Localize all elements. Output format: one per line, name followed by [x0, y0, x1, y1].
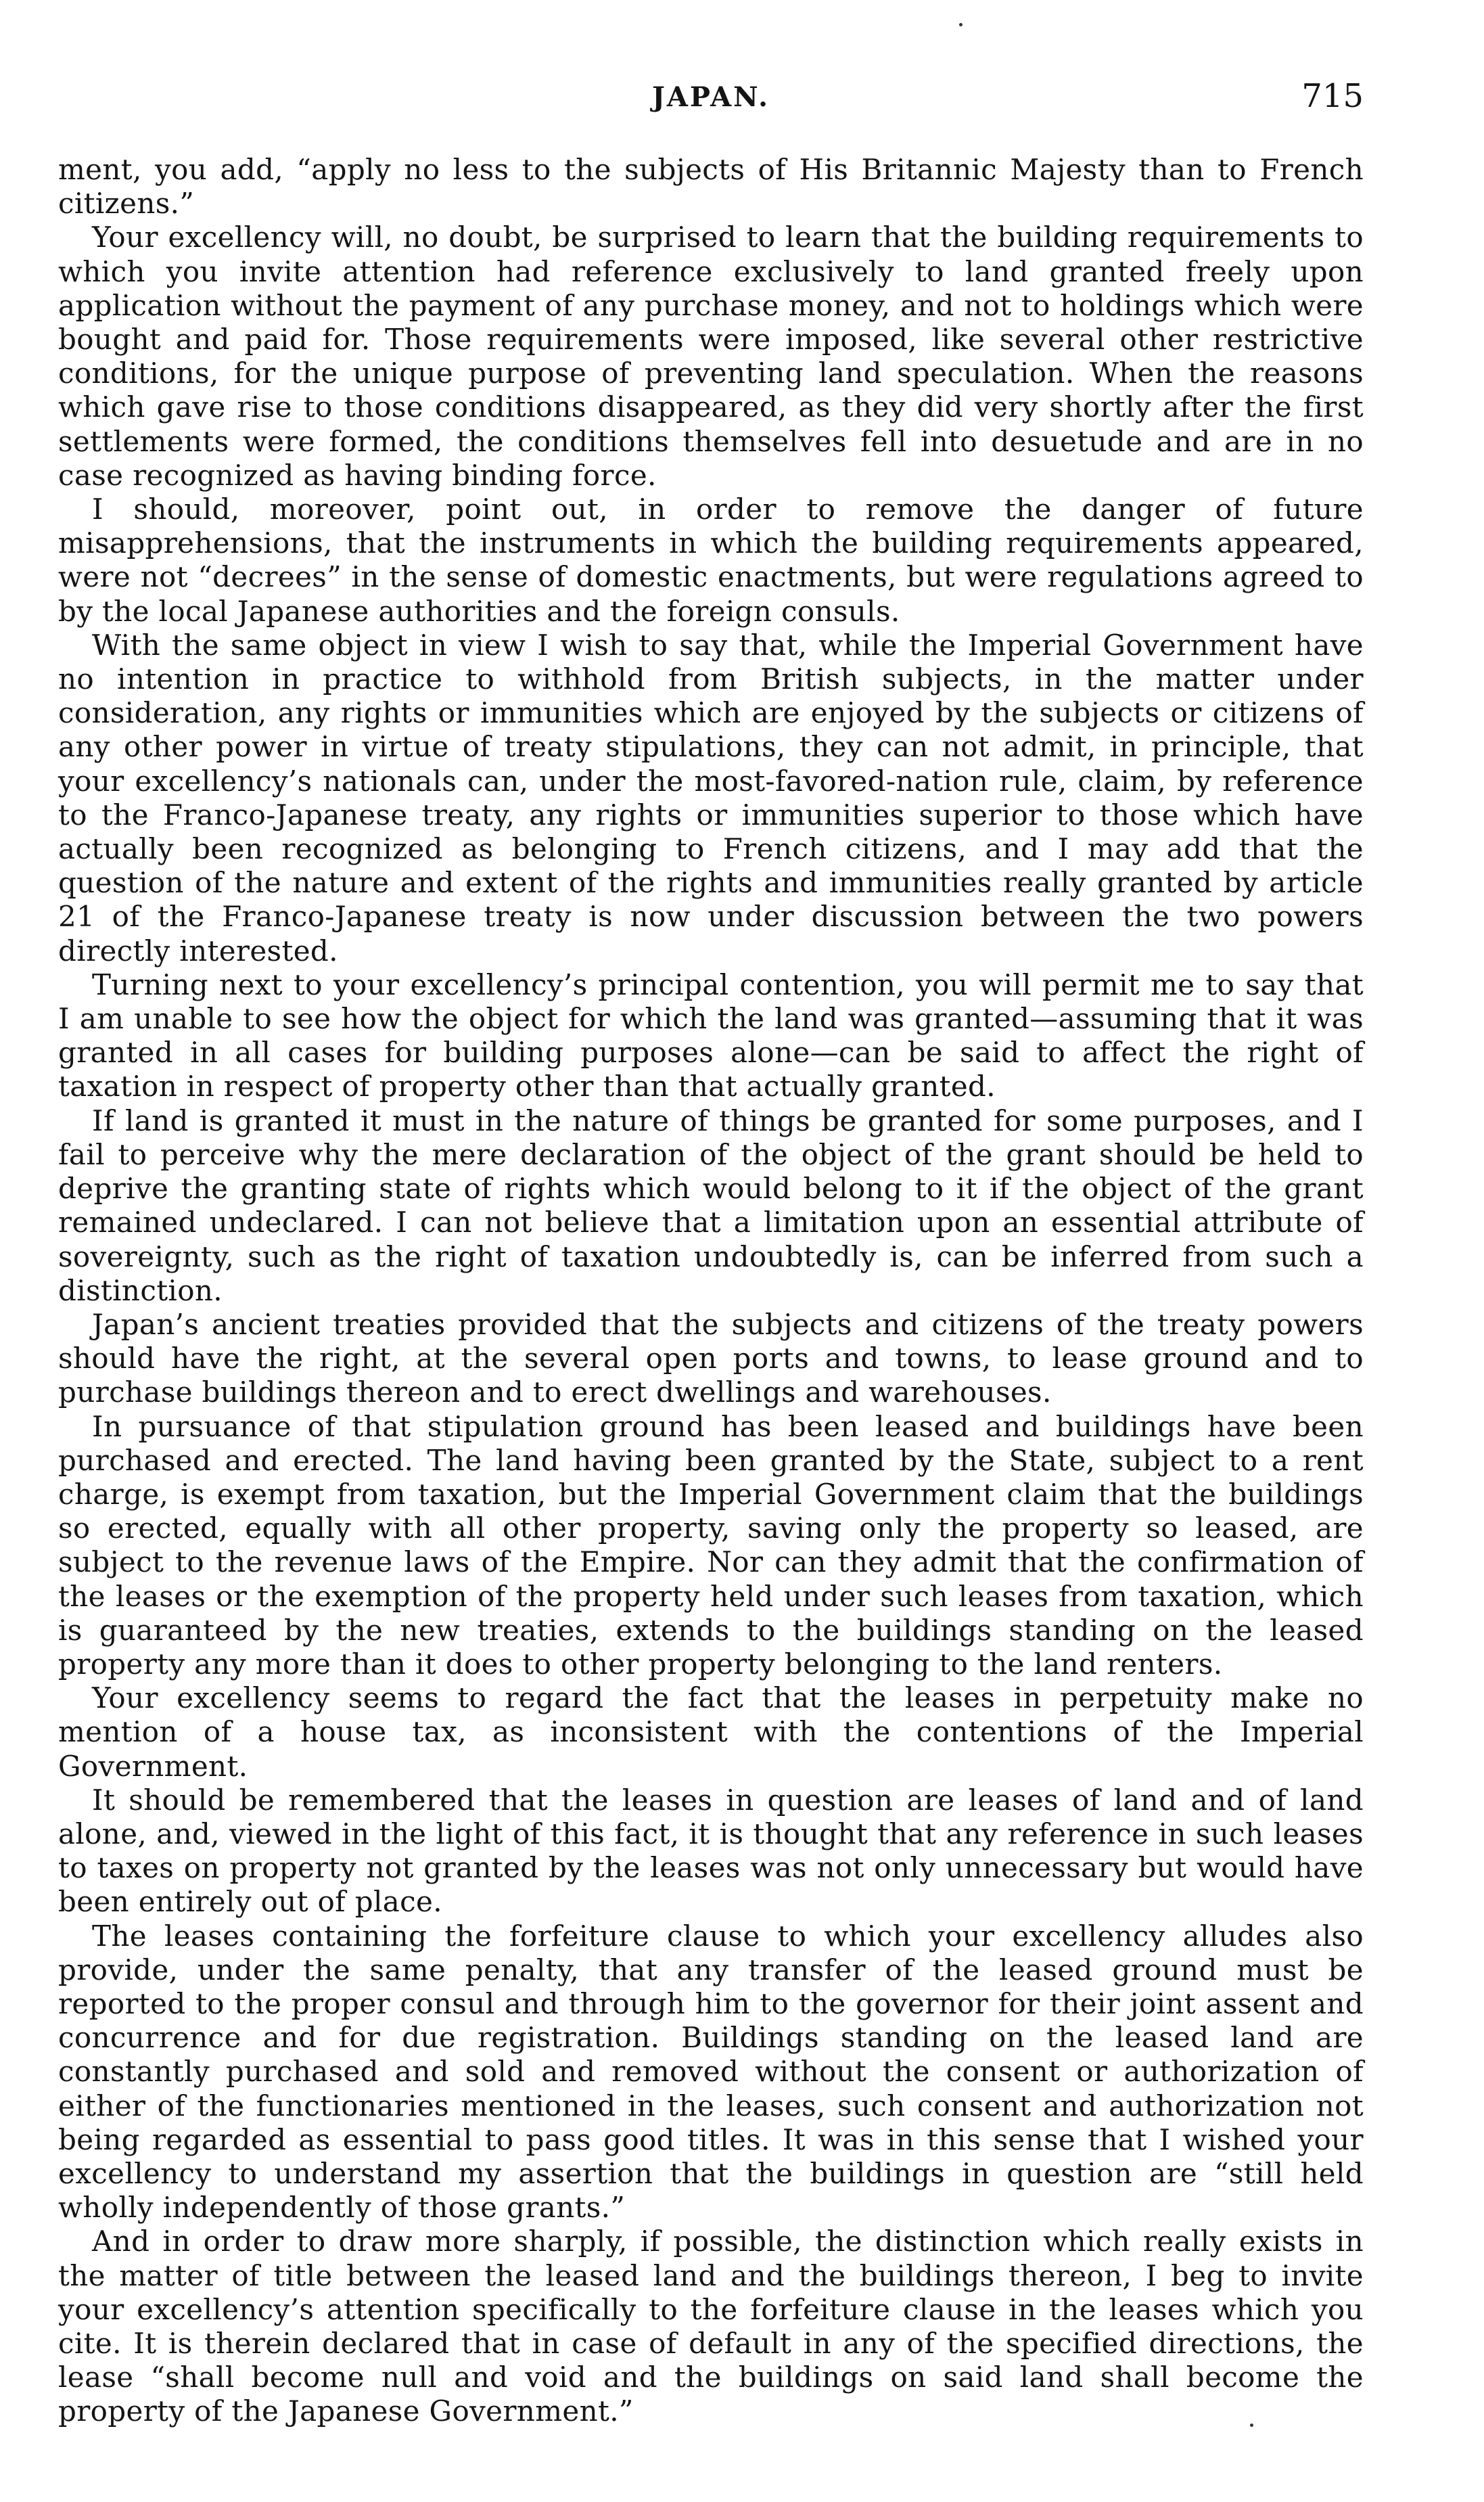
paragraph-5: Turning next to your excellency’s principal contention, you will permit me to say that I am unable to see how the object for which the land was granted—assuming that it was granted in all cases for building purposes alone—can be said to affect the right of taxation in respect of property other than that actually granted. [58, 968, 1364, 1104]
paragraph-4: With the same object in view I wish to say that, while the Imperial Government have no intention in practice to withhold from British subjects, in the matter under consideration, any rights or immunities which are enjoyed by the subjects or citizens of any other power in virtue of treaty stipulations, they can not admit, in principle, that your excellency’s nationals can, under the most-favored-nation rule, claim, by reference to the Franco-Japanese treaty, any rights or immunities superior to those which have actually been recognized as belonging to French citizens, and I may add that the question of the nature and extent of the rights and immunities really granted by article 21 of the Franco-Japanese treaty is now under discussion between the two powers directly interested. [58, 628, 1364, 968]
paragraph-7: Japan’s ancient treaties provided that the subjects and citizens of the treaty powers should have the right, at the several open ports and towns, to lease ground and to purchase buildings thereon and to erect dwellings and warehouses. [58, 1307, 1364, 1409]
paragraph-1: ment, you add, “apply no less to the subjects of His Britannic Majesty than to French citizens.” [58, 153, 1364, 221]
page-header [58, 77, 1364, 129]
page-number: 715 [1301, 77, 1364, 115]
print-speck [959, 23, 963, 26]
paragraph-3: I should, moreover, point out, in order to remove the danger of future misapprehensions, that the instruments in which the building requirements appeared, were not “decrees” in the sense of domestic enactments, but were regulations agreed to by the local Japanese authorities and the foreign consuls. [58, 493, 1364, 628]
running-head: JAPAN. [651, 81, 770, 113]
paragraph-6: If land is granted it must in the nature of things be granted for some purposes, and I fail to perceive why the mere declaration of the object of the grant should be held to deprive the granting state of rights which would belong to it if the object of the grant remained undeclared. I can not believe that a limitation upon an essential attribute of sovereignty, such as the right of taxation undoubtedly is, can be inferred from such a distinction. [58, 1104, 1364, 1307]
paragraph-9: Your excellency seems to regard the fact that the leases in perpetuity make no mention of a house tax, as inconsistent with the contentions of the Imperial Government. [58, 1681, 1364, 1783]
body-text [58, 153, 1364, 2429]
paragraph-2: Your excellency will, no doubt, be surprised to learn that the building requirements to which you invite attention had reference exclusively to land granted freely upon application without the payment of any purchase money, and not to holdings which were bought and paid for. Those requirements were imposed, like several other restrictive conditions, for the unique purpose of preventing land speculation. When the reasons which gave rise to those conditions disappeared, as they did very shortly after the first settlements were formed, the conditions themselves fell into desuetude and are in no case recognized as having binding force. [58, 221, 1364, 492]
paragraph-12: And in order to draw more sharply, if possible, the distinction which really exists in the matter of title between the leased land and the buildings thereon, I beg to invite your excellency’s attention specifically to the forfeiture clause in the leases which you cite. It is therein declared that in case of default in any of the specified directions, the lease “shall become null and void and the buildings on said land shall become the property of the Japanese Government.” [58, 2225, 1364, 2428]
paragraph-8: In pursuance of that stipulation ground has been leased and buildings have been purchased and erected. The land having been granted by the State, subject to a rent charge, is exempt from taxation, but the Imperial Government claim that the buildings so erected, equally with all other property, saving only the property so leased, are subject to the revenue laws of the Empire. Nor can they admit that the confirmation of the leases or the exemption of the property held under such leases from taxation, which is guaranteed by the new treaties, extends to the buildings standing on the leased property any more than it does to other property belonging to the land renters. [58, 1409, 1364, 1681]
paragraph-10: It should be remembered that the leases in question are leases of land and of land alone, and, viewed in the light of this fact, it is thought that any reference in such leases to taxes on property not granted by the leases was not only unnecessary but would have been entirely out of place. [58, 1783, 1364, 1919]
document-page [58, 77, 1364, 2429]
paragraph-11: The leases containing the forfeiture clause to which your excellency alludes also provide, under the same penalty, that any transfer of the leased ground must be reported to the proper consul and through him to the governor for their joint assent and concurrence and for due registration. Buildings standing on the leased land are constantly purchased and sold and removed without the consent or authorization of either of the functionaries mentioned in the leases, such consent and authorization not being regarded as essential to pass good titles. It was in this sense that I wished your excellency to understand my assertion that the buildings in question are “still held wholly independently of those grants.” [58, 1919, 1364, 2225]
